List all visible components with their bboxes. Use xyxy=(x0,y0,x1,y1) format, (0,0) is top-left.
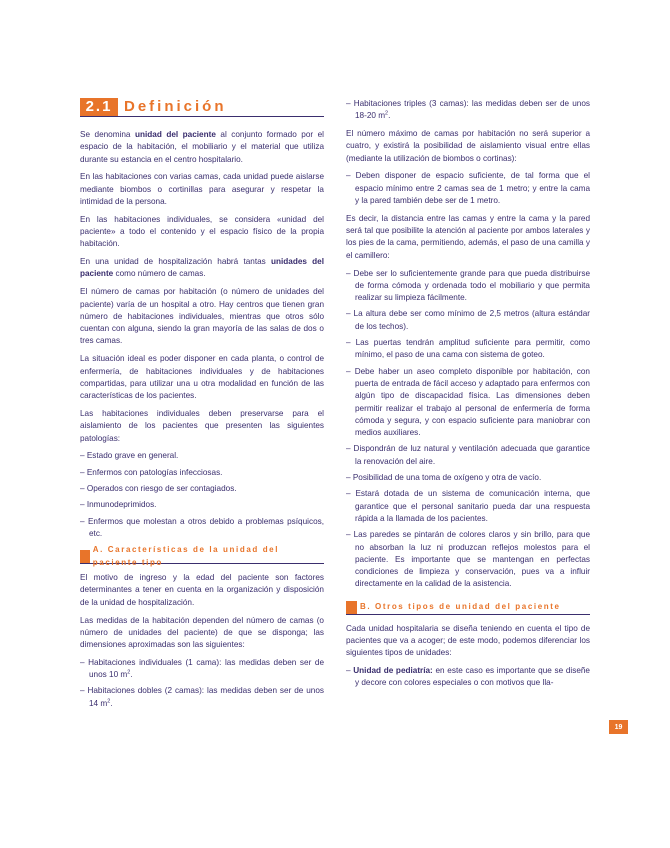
paragraph: Las medidas de la habitación dependen del número de camas (o número de unidades del paciente) de que se disponga; las dimensiones aproximadas son las siguientes: xyxy=(80,615,324,650)
list-item: – Estado grave en general. xyxy=(80,451,179,461)
paragraph: La situación ideal es poder disponer en cada planta, o control de enfermería, de habitaciones individuales y de habitaciones compartidas, para utilizar una u otra modalidad en función de las características de los pacientes. xyxy=(80,354,324,401)
list-item: – Enfermos con patologías infecciosas. xyxy=(80,467,223,477)
subsection-header-a xyxy=(80,545,324,567)
paragraph: Es decir, la distancia entre las camas y entre la cama y la pared será tal que posibilite la atención al paciente por ambos laterales y los pies de la cama, permitiendo, además, el paso de una camilla y el camillero: xyxy=(346,213,590,260)
list-item: – Debe haber un aseo completo disponible por habitación, con puerta de entrada de fácil acceso y adaptado para enfermos con algún tipo de discapacidad física. Las dimensiones deben permitir realizar el trabajo al personal de enfermería de forma cómoda y segura, y con espacio suficiente para maniobrar con medios auxiliares. xyxy=(346,366,590,438)
subsection-title: A. Características de la unidad del paciente tipo xyxy=(92,545,280,567)
list-item: – Habitaciones dobles (2 camas): las medidas deben ser de unos 14 $m^2$. xyxy=(80,686,324,708)
subsection-header-b xyxy=(346,601,590,615)
subsection-marker xyxy=(80,550,90,563)
paragraph: Las habitaciones individuales deben preservarse para el aislamiento de los pacientes que presenten las siguientes patologías: xyxy=(80,408,324,443)
paragraph: Se denomina unidad del paciente al conjunto formado por el espacio de la habitación, el mobiliario y el material que utiliza durante su estancia en el centro hospitalario. xyxy=(80,130,325,164)
paragraph: En una unidad de hospitalización habrá tantas unidades del paciente como número de camas. xyxy=(80,257,324,279)
paragraph: En las habitaciones individuales, se considera «unidad del paciente» a todo el contenido y el espacio físico de la propia habitación. xyxy=(80,214,324,249)
section-number: 2.1 xyxy=(80,98,118,116)
paragraph: El número de camas por habitación (o número de unidades del paciente) varía de un hospital a otro. Hay centros que tienen gran número de habitaciones individuales, mientras que otros sólo cuentan con alguna, siendo la gran mayoría de las salas de dos o tres camas. xyxy=(80,287,324,346)
list-item: – Enfermos que molestan a otros debido a problemas psíquicos, etc. xyxy=(80,516,324,538)
subsection-title: B. Otros tipos de unidad del paciente xyxy=(360,602,561,612)
list-item: – Dispondrán de luz natural y ventilación adecuada que garantice la renovación del aire. xyxy=(346,444,590,466)
pathology-list xyxy=(80,450,324,540)
paragraph: El número máximo de camas por habitación no será superior a cuatro, y existirá la posibilidad de aislamiento visual entre ellas (mediante la utilización de biombos o cortinas): xyxy=(346,129,590,163)
list-item: – Inmunodeprimidos. xyxy=(80,500,157,510)
section-header xyxy=(80,98,324,117)
list-item: – Deben disponer de espacio suficiente, de tal forma que el espacio mínimo entre 2 camas sea de 1 metro; y entre la cama y la pared también debe ser de 1 metro. xyxy=(346,171,590,206)
right-column xyxy=(346,98,590,695)
page-number: 19 xyxy=(609,720,628,734)
list-item: – La altura debe ser como mínimo de 2,5 metros (altura estándar de los techos). xyxy=(346,309,590,331)
paragraph: En las habitaciones con varias camas, cada unidad puede aislarse mediante biombos o cortinillas para asegurar y respetar la intimidad de la persona. xyxy=(80,172,324,206)
list-item: – Unidad de pediatría: en este caso es importante que se diseñe y decore con colores especiales o con motivos que lla- xyxy=(346,666,590,688)
left-column xyxy=(80,98,324,716)
list-item: – Posibilidad de una toma de oxígeno y otra de vacío. xyxy=(346,473,542,483)
room-size-list xyxy=(80,657,324,710)
list-item: – Las paredes se pintarán de colores claros y sin brillo, para que no absorban la luz ni produzcan reflejos molestos para el paciente. Es importante que se mantengan en perfectas condiciones de limpieza y conservación, pues va a influir directamente en la calidad de la asistencia. xyxy=(346,530,590,589)
list-item: – Las puertas tendrán amplitud suficiente para permitir, como mínimo, el paso de una cama con sistema de goteo. xyxy=(346,338,590,360)
list-item: – Habitaciones triples (3 camas): las medidas deben ser de unos 18-20 $m^2$. xyxy=(346,99,590,121)
room-requirements-list xyxy=(346,268,590,591)
unit-types-list xyxy=(346,665,590,690)
section-title: Definición xyxy=(124,97,227,115)
room-size-list-cont xyxy=(346,98,590,123)
paragraph: El motivo de ingreso y la edad del paciente son factores determinantes a tener en cuenta en la organización y disposición de la unidad de hospitalización. xyxy=(80,573,324,607)
paragraph: Cada unidad hospitalaria se diseña teniendo en cuenta el tipo de pacientes que va a acoger; de este modo, podemos diferenciar los siguientes tipos de unidades: xyxy=(346,623,590,658)
subsection-marker xyxy=(346,601,357,614)
list-item: – Operados con riesgo de ser contagiados. xyxy=(80,483,237,493)
list-item: – Habitaciones individuales (1 cama): las medidas deben ser de unos 10 $m^2$. xyxy=(80,657,324,680)
list-item: – Estará dotada de un sistema de comunicación interna, que garantice que el personal sanitario pueda dar una respuesta rápida a la llamada de los pacientes. xyxy=(346,489,590,523)
bed-space-list xyxy=(346,170,590,207)
list-item: – Debe ser lo suficientemente grande para que pueda distribuirse de forma cómoda y ordenada todo el mobiliario y que permita realizar su limpieza fácilmente. xyxy=(346,268,590,303)
